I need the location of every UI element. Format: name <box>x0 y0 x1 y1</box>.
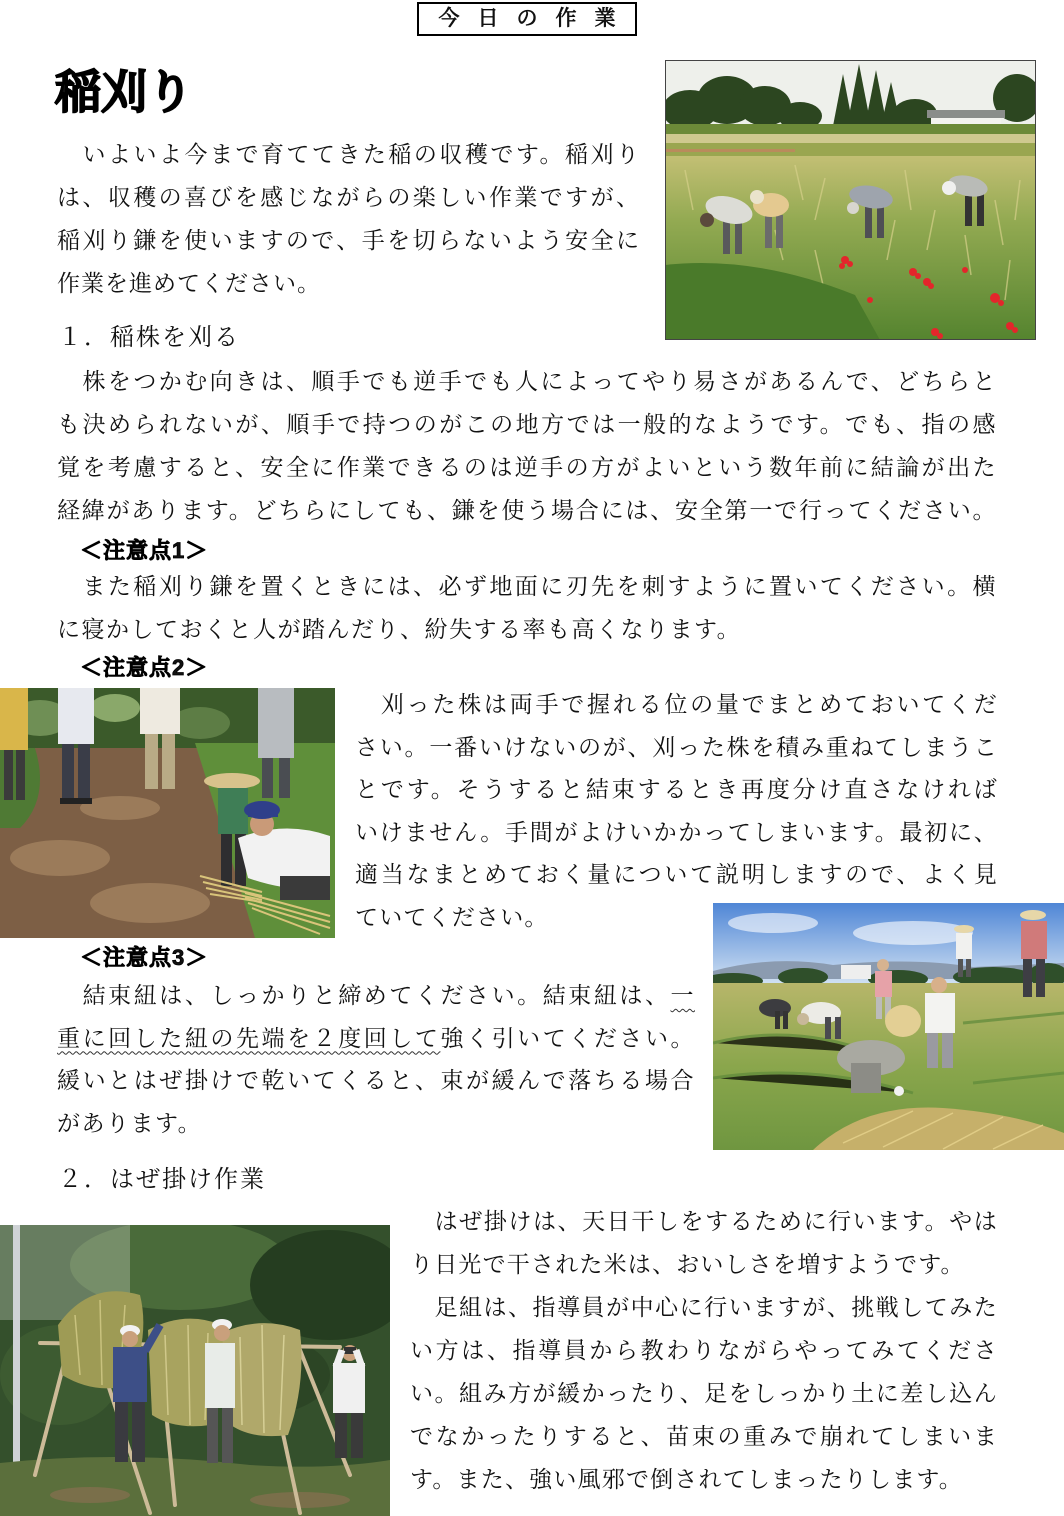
section1-line: 株をつかむ向きは、順手でも逆手でも人によってやり易さがあるんで、どちらと <box>57 369 997 395</box>
section1-paragraph <box>57 361 997 533</box>
intro-line: いよいよ今まで育ててきた稲の収穫です。稲刈り <box>57 142 640 168</box>
note1-label: ＜注意点1＞ <box>80 538 209 563</box>
photo-bundling-demonstration <box>0 688 335 938</box>
note3-line <box>57 1060 695 1103</box>
note3-text: 強く引いてください。 <box>440 1025 695 1052</box>
note2-label: ＜注意点2＞ <box>80 655 209 680</box>
section1-line: 経緯があります。どちらにしても、鎌を使う場合には、安全第一で行ってください。 <box>57 498 997 524</box>
harvest-blue-sky-image <box>713 903 1064 1150</box>
photo-hazekake-drying-rack <box>0 1225 390 1516</box>
section2-line: り日光で干された米は、おいしさを増すようです。 <box>410 1252 965 1278</box>
rice-harvest-field-image <box>665 60 1036 340</box>
note1-paragraph <box>57 566 997 652</box>
note3-line <box>57 1018 695 1061</box>
note3-label: ＜注意点3＞ <box>80 945 209 970</box>
note2-line: いけません。手間がよけいかかってしまいます。最初に、 <box>355 819 998 846</box>
note2-line: とです。そうすると結束するとき再度分け直さなければ <box>355 777 998 804</box>
note3-text: 結束紐は、しっかりと締めてください。結束紐は、 <box>57 983 671 1009</box>
bundling-demonstration-image <box>0 688 335 938</box>
page-title: 稲刈り <box>55 66 193 118</box>
page-header-label: 今日の作業 <box>438 7 634 30</box>
note2-line: さい。一番いけないのが、刈った株を積み重ねてしまうこ <box>355 734 998 761</box>
intro-line: 作業を進めてください。 <box>57 271 321 297</box>
note3-text: があります。 <box>57 1111 203 1138</box>
note2-line: ていてください。 <box>355 904 549 931</box>
section2-line: はぜ掛けは、天日干しをするために行います。やは <box>410 1209 998 1235</box>
note3-text: 緩いとはぜ掛けで乾いてくると、束が緩んで落ちる場合 <box>57 1068 695 1095</box>
intro-line: 稲刈り鎌を使いますので、手を切らないよう安全に <box>57 228 640 254</box>
utility-pole <box>13 1225 20 1495</box>
terraced-fields <box>665 124 1036 157</box>
section-heading-2: ２．はぜ掛け作業 <box>58 1165 266 1193</box>
section1-line: 覚を考慮すると、安全に作業できるのは逆手の方がよいという数年前に結論が出た <box>57 455 997 481</box>
intro-paragraph <box>57 134 640 306</box>
photo-rice-harvest-field <box>665 60 1036 340</box>
farmhouse <box>841 965 871 979</box>
photo-harvest-under-blue-sky <box>713 903 1064 1150</box>
note1-line: に寝かしておくと人が踏んだり、紛失する率も高くなります。 <box>57 617 742 643</box>
note3-paragraph <box>57 975 695 1146</box>
section2-line: い。組み方が緩かったり、足をしっかり土に差し込ん <box>410 1381 998 1407</box>
note2-line: 適当なまとめておく量について説明しますので、よく見 <box>355 862 998 889</box>
section-heading-1: １．稲株を刈る <box>58 323 240 351</box>
section2-paragraph <box>410 1201 998 1502</box>
note1-line: また稲刈り鎌を置くときには、必ず地面に刃先を刺すように置いてください。横 <box>57 574 997 600</box>
note3-line <box>57 1103 695 1146</box>
hazekake-drying-rack-image <box>0 1225 390 1516</box>
section2-line: でなかったりすると、苗束の重みで崩れてしまいま <box>410 1424 998 1450</box>
note3-emphasis: 重に回した紐の先端を２度回して <box>57 1025 441 1052</box>
section2-line: い方は、指導員から教わりながらやってみてくださ <box>410 1338 998 1364</box>
note2-paragraph <box>355 684 998 940</box>
section2-line: 足組は、指導員が中心に行いますが、挑戦してみた <box>410 1295 998 1321</box>
page-header-box <box>417 2 637 36</box>
note3-emphasis: 一 <box>670 983 695 1009</box>
intro-line: は、収穫の喜びを感じながらの楽しい作業ですが、 <box>57 185 640 211</box>
note2-line: 刈った株は両手で握れる位の量でまとめておいてくだ <box>355 692 998 718</box>
note3-line <box>57 975 695 1018</box>
section2-line: す。また、強い風邪で倒されてしまったりします。 <box>410 1467 963 1493</box>
section1-line: も決められないが、順手で持つのがこの地方では一般的なようです。でも、指の感 <box>57 412 997 438</box>
